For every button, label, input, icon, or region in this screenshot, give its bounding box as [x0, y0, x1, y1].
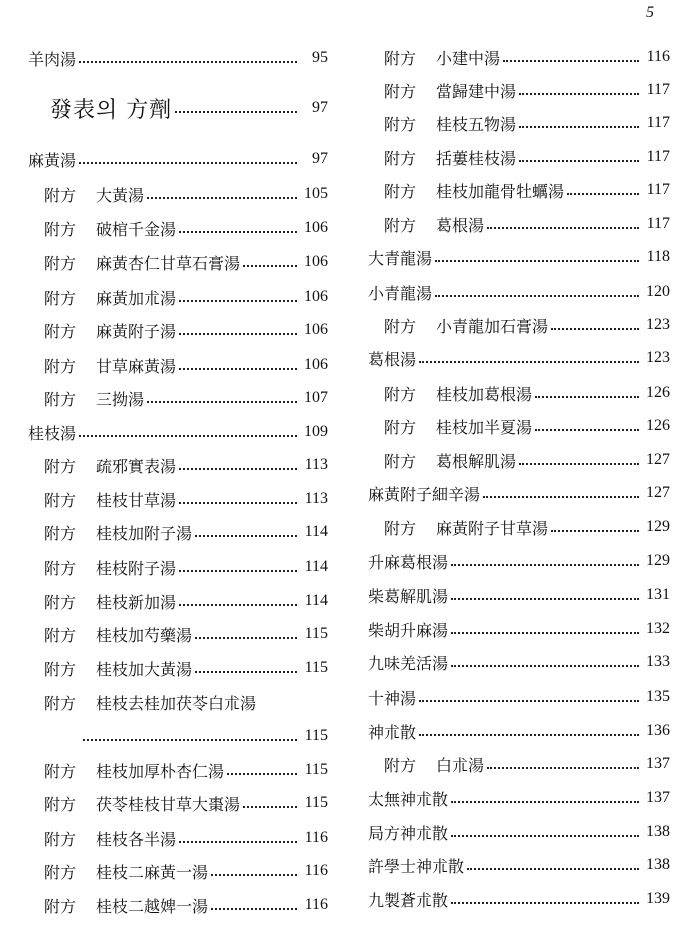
dot-leader	[535, 429, 639, 431]
entry-prefix: 附方	[44, 896, 77, 916]
entry-title: 當歸建中湯	[436, 81, 517, 101]
dot-leader	[147, 401, 297, 403]
entry-title: 桂枝附子湯	[96, 558, 177, 578]
entry-title: 甘草麻黃湯	[96, 356, 177, 376]
entry-prefix: 附方	[384, 518, 417, 538]
toc-entry	[368, 145, 670, 169]
entry-title: 小青龍湯	[368, 283, 433, 303]
entry-title: 桂枝各半湯	[96, 829, 177, 849]
page-ref: 97	[312, 150, 328, 167]
toc-entry	[28, 46, 328, 70]
toc-entry	[368, 887, 670, 911]
page-ref: 97	[312, 99, 328, 116]
dot-leader	[175, 111, 297, 113]
dot-leader	[79, 162, 297, 164]
entry-title: 桂枝加厚朴杏仁湯	[96, 761, 225, 781]
entry-title: 麻黃附子湯	[96, 321, 177, 341]
toc-entry	[28, 859, 328, 883]
page-ref: 127	[646, 484, 670, 501]
entry-title: 神朮散	[368, 722, 417, 742]
dot-leader	[435, 260, 639, 262]
dot-leader	[519, 160, 639, 162]
page-ref: 106	[304, 219, 328, 236]
toc-entry	[368, 111, 670, 135]
toc-entry	[368, 280, 670, 304]
page-ref: 105	[304, 185, 328, 202]
page-ref: 118	[646, 248, 670, 265]
toc-entry	[28, 520, 328, 544]
entry-title: 桂枝五物湯	[436, 114, 517, 134]
toc-entry	[368, 853, 670, 877]
entry-title: 十神湯	[368, 688, 417, 708]
entry-prefix: 附方	[44, 862, 77, 882]
dot-leader	[567, 193, 639, 195]
dot-leader	[483, 496, 639, 498]
entry-prefix: 附方	[44, 523, 77, 543]
page-ref: 117	[646, 81, 670, 98]
page-ref: 117	[646, 114, 670, 131]
toc-entry	[28, 690, 328, 714]
entry-prefix: 附方	[44, 288, 77, 308]
toc-entry	[28, 758, 328, 782]
entry-title: 柴胡升麻湯	[368, 620, 449, 640]
page-ref: 115	[304, 761, 328, 778]
dot-leader	[451, 564, 639, 566]
dot-leader	[211, 874, 297, 876]
entry-title: 茯苓桂枝甘草大棗湯	[96, 794, 241, 814]
dot-leader	[451, 902, 639, 904]
toc-entry	[368, 448, 670, 472]
page-ref: 106	[304, 288, 328, 305]
toc-entry	[28, 487, 328, 511]
toc-entry	[28, 420, 328, 444]
dot-leader	[147, 197, 297, 199]
toc-entry	[28, 656, 328, 680]
entry-prefix: 附方	[44, 321, 77, 341]
entry-prefix: 附方	[384, 81, 417, 101]
toc-entry	[28, 250, 328, 274]
dot-leader	[435, 295, 639, 297]
page-ref: 117	[646, 148, 670, 165]
dot-leader	[179, 333, 297, 335]
entry-title: 桂枝加附子湯	[96, 523, 193, 543]
entry-prefix: 附方	[44, 794, 77, 814]
toc-entry	[368, 381, 670, 405]
dot-leader	[519, 93, 639, 95]
entry-prefix: 附方	[44, 185, 77, 205]
page-ref: 117	[646, 215, 670, 232]
entry-prefix: 附方	[44, 761, 77, 781]
toc-entry	[28, 453, 328, 477]
entry-title: 桂枝去桂加茯苓白朮湯	[96, 693, 257, 713]
entry-title: 葛根湯	[368, 349, 417, 369]
dot-leader	[195, 637, 297, 639]
dot-leader	[451, 665, 639, 667]
toc-entry	[28, 92, 328, 124]
dot-leader	[83, 739, 297, 741]
page-ref: 115	[304, 625, 328, 642]
entry-title: 白朮湯	[436, 755, 485, 775]
dot-leader	[519, 126, 639, 128]
page-ref: 139	[646, 890, 670, 907]
page-ref: 116	[304, 862, 328, 879]
dot-leader	[195, 535, 297, 537]
dot-leader	[419, 700, 639, 702]
toc-entry	[368, 313, 670, 337]
entry-prefix: 附方	[384, 48, 417, 68]
page-ref: 120	[646, 283, 670, 300]
page-ref: 133	[646, 653, 670, 670]
entry-title: 大黃湯	[96, 185, 145, 205]
page-ref: 106	[304, 356, 328, 373]
dot-leader	[487, 767, 639, 769]
entry-prefix: 附方	[44, 490, 77, 510]
page-ref: 114	[304, 523, 328, 540]
entry-title: 桂枝二越婢一湯	[96, 896, 209, 916]
page-ref: 114	[304, 558, 328, 575]
toc-entry	[28, 318, 328, 342]
page-ref: 109	[304, 423, 328, 440]
dot-leader	[451, 632, 639, 634]
toc-entry	[28, 216, 328, 240]
toc-entry	[28, 589, 328, 613]
page-ref: 138	[646, 856, 670, 873]
page-ref: 116	[646, 48, 670, 65]
dot-leader	[211, 908, 297, 910]
toc-entry	[368, 549, 670, 573]
toc-entry	[28, 893, 328, 917]
entry-title: 麻黃湯	[28, 150, 77, 170]
entry-title: 破棺千金湯	[96, 219, 177, 239]
entry-title: 疏邪實表湯	[96, 456, 177, 476]
toc-entry	[368, 45, 670, 69]
toc-entry	[28, 622, 328, 646]
dot-leader	[243, 265, 297, 267]
toc-entry	[368, 719, 670, 743]
entry-title: 桂枝新加湯	[96, 592, 177, 612]
toc-entry	[368, 820, 670, 844]
page-ref: 123	[646, 349, 670, 366]
entry-title: 麻黃附子細辛湯	[368, 484, 481, 504]
toc-entry	[28, 182, 328, 206]
entry-prefix: 附方	[384, 215, 417, 235]
entry-prefix: 附方	[44, 389, 77, 409]
entry-prefix: 附方	[44, 693, 77, 713]
entry-title: 葛根解肌湯	[436, 451, 517, 471]
toc-entry	[28, 826, 328, 850]
toc-entry	[368, 617, 670, 641]
dot-leader	[551, 530, 639, 532]
page-ref: 113	[304, 456, 328, 473]
toc-entry	[368, 346, 670, 370]
page-ref: 116	[304, 829, 328, 846]
entry-title: 升麻葛根湯	[368, 552, 449, 572]
dot-leader	[227, 773, 297, 775]
toc-entry	[368, 583, 670, 607]
section-heading: 發表의 方劑	[50, 97, 173, 123]
entry-title: 桂枝加半夏湯	[436, 417, 533, 437]
entry-prefix: 附方	[384, 181, 417, 201]
toc-entry	[368, 78, 670, 102]
entry-title: 麻黃加朮湯	[96, 288, 177, 308]
entry-title: 小青龍加石膏湯	[436, 316, 549, 336]
page-ref: 106	[304, 253, 328, 270]
dot-leader	[519, 463, 639, 465]
entry-title: 桂枝湯	[28, 423, 77, 443]
page-ref: 129	[646, 552, 670, 569]
entry-prefix: 附方	[384, 316, 417, 336]
entry-title: 三拗湯	[96, 389, 145, 409]
dot-leader	[179, 570, 297, 572]
entry-prefix: 附方	[384, 148, 417, 168]
entry-title: 括蔞桂枝湯	[436, 148, 517, 168]
page-ref: 106	[304, 321, 328, 338]
dot-leader	[179, 604, 297, 606]
toc-entry	[28, 791, 328, 815]
page-ref: 138	[646, 823, 670, 840]
page-ref: 132	[646, 620, 670, 637]
page-ref: 127	[646, 451, 670, 468]
page-ref: 113	[304, 490, 328, 507]
entry-prefix: 附方	[384, 384, 417, 404]
entry-title: 桂枝二麻黃一湯	[96, 862, 209, 882]
page-ref: 107	[304, 389, 328, 406]
entry-title: 桂枝加大黃湯	[96, 659, 193, 679]
entry-prefix: 附方	[44, 356, 77, 376]
dot-leader	[487, 227, 639, 229]
entry-prefix: 附方	[384, 417, 417, 437]
dot-leader	[79, 61, 297, 63]
entry-title: 麻黃杏仁甘草石膏湯	[96, 253, 241, 273]
entry-prefix: 附方	[44, 456, 77, 476]
dot-leader	[243, 806, 297, 808]
entry-title: 許學士神朮散	[368, 856, 465, 876]
entry-title: 桂枝甘草湯	[96, 490, 177, 510]
page-ref: 116	[304, 896, 328, 913]
entry-title: 局方神朮散	[368, 823, 449, 843]
entry-title: 桂枝加龍骨牡蠣湯	[436, 181, 565, 201]
entry-prefix: 附方	[44, 625, 77, 645]
dot-leader	[451, 801, 639, 803]
page-ref: 115	[304, 794, 328, 811]
dot-leader	[419, 361, 639, 363]
entry-title: 太無神朮散	[368, 789, 449, 809]
entry-prefix: 附方	[44, 253, 77, 273]
dot-leader	[535, 396, 639, 398]
toc-entry	[368, 515, 670, 539]
toc-entry	[368, 245, 670, 269]
toc-entry	[368, 414, 670, 438]
toc-entry	[368, 786, 670, 810]
toc-entry	[28, 724, 328, 748]
entry-title: 小建中湯	[436, 48, 501, 68]
toc-entry	[368, 212, 670, 236]
page-ref: 95	[312, 49, 328, 66]
entry-prefix: 附方	[384, 114, 417, 134]
entry-prefix: 附方	[384, 451, 417, 471]
entry-title: 桂枝加芍藥湯	[96, 625, 193, 645]
entry-prefix: 附方	[44, 659, 77, 679]
dot-leader	[551, 328, 639, 330]
dot-leader	[451, 598, 639, 600]
toc-entry	[368, 752, 670, 776]
page-ref: 126	[646, 417, 670, 434]
page-ref: 129	[646, 518, 670, 535]
dot-leader	[179, 231, 297, 233]
toc-entry	[368, 685, 670, 709]
entry-title: 麻黃附子甘草湯	[436, 518, 549, 538]
toc-entry	[368, 650, 670, 674]
page-ref: 137	[646, 789, 670, 806]
entry-prefix: 附方	[44, 219, 77, 239]
page-ref: 137	[646, 755, 670, 772]
entry-prefix: 附方	[44, 558, 77, 578]
dot-leader	[179, 368, 297, 370]
entry-title: 大青龍湯	[368, 248, 433, 268]
entry-title: 桂枝加葛根湯	[436, 384, 533, 404]
toc-entry	[28, 285, 328, 309]
toc-entry	[28, 353, 328, 377]
dot-leader	[179, 300, 297, 302]
page-ref: 136	[646, 722, 670, 739]
toc-entry	[28, 555, 328, 579]
entry-title: 九味羌活湯	[368, 653, 449, 673]
page-ref: 115	[304, 659, 328, 676]
entry-prefix: 附方	[44, 829, 77, 849]
page-number: 5	[646, 4, 654, 21]
entry-prefix: 附方	[44, 592, 77, 612]
page-ref: 115	[304, 727, 328, 744]
dot-leader	[179, 841, 297, 843]
entry-title: 羊肉湯	[28, 49, 77, 69]
toc-entry	[28, 147, 328, 171]
dot-leader	[179, 468, 297, 470]
page-ref: 117	[646, 181, 670, 198]
dot-leader	[419, 734, 639, 736]
dot-leader	[195, 671, 297, 673]
entry-title: 葛根湯	[436, 215, 485, 235]
page-ref: 126	[646, 384, 670, 401]
page-ref: 131	[646, 586, 670, 603]
page-ref: 135	[646, 688, 670, 705]
page-ref: 123	[646, 316, 670, 333]
dot-leader	[79, 435, 297, 437]
entry-prefix: 附方	[384, 755, 417, 775]
dot-leader	[503, 60, 639, 62]
entry-title: 柴葛解肌湯	[368, 586, 449, 606]
dot-leader	[467, 868, 639, 870]
toc-entry	[28, 386, 328, 410]
entry-title: 九製蒼朮散	[368, 890, 449, 910]
page-ref: 114	[304, 592, 328, 609]
toc-entry	[368, 178, 670, 202]
toc-entry	[368, 481, 670, 505]
dot-leader	[179, 502, 297, 504]
dot-leader	[451, 835, 639, 837]
